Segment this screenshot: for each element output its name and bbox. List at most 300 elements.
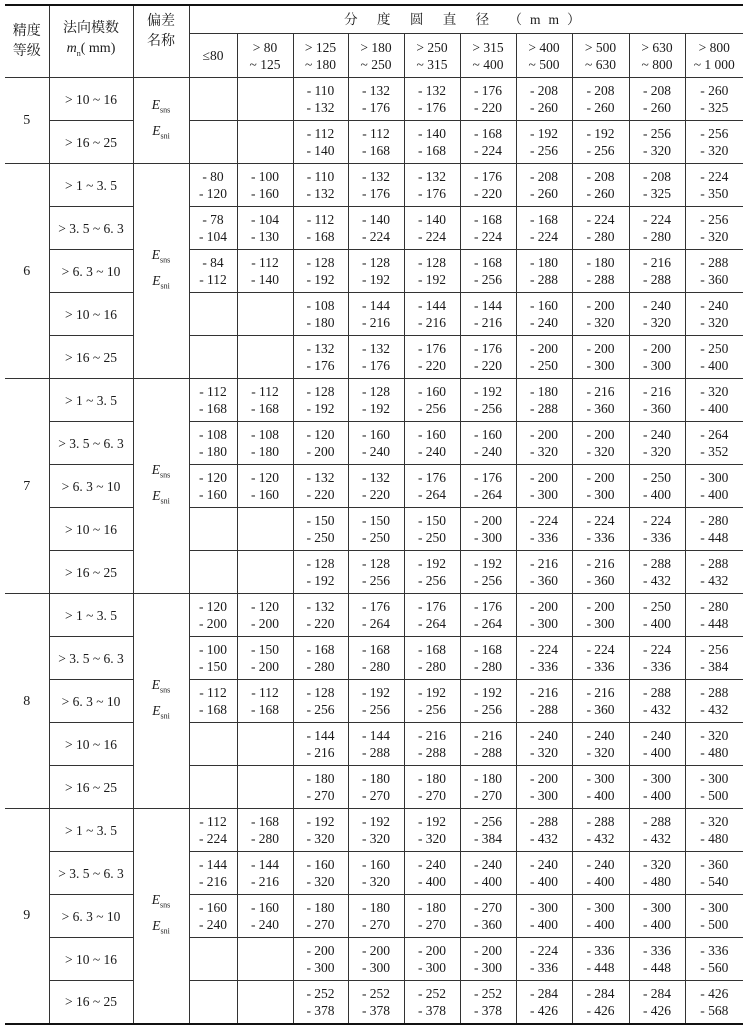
range-bound: ~ 125 xyxy=(249,56,281,72)
lower-deviation: - 168 xyxy=(250,702,280,717)
deviation-value-cell xyxy=(685,594,743,637)
upper-deviation: - 240 xyxy=(642,298,672,313)
deviation-value-cell xyxy=(516,465,572,508)
lower-deviation: - 300 xyxy=(473,960,503,975)
deviation-value-cell xyxy=(348,680,404,723)
deviation-value-cell xyxy=(685,379,743,422)
upper-deviation: - 168 xyxy=(473,642,503,657)
deviation-value-cell xyxy=(189,78,237,121)
deviation-value-cell xyxy=(237,766,293,809)
deviation-value-cell xyxy=(293,465,348,508)
upper-deviation: - 140 xyxy=(361,212,391,227)
grade-cell: 9 xyxy=(5,809,49,1024)
lower-deviation: - 256 xyxy=(306,702,335,717)
deviation-value-cell xyxy=(404,336,460,379)
upper-deviation: - 336 xyxy=(586,943,615,958)
upper-deviation: - 216 xyxy=(642,384,672,399)
lower-deviation: - 280 xyxy=(586,229,615,244)
upper-deviation: - 216 xyxy=(529,685,559,700)
deviation-value-cell xyxy=(237,852,293,895)
table-row xyxy=(5,164,743,207)
deviation-value-cell xyxy=(572,551,629,594)
lower-deviation: - 216 xyxy=(473,315,503,330)
upper-deviation: - 128 xyxy=(306,384,335,399)
deviation-sni xyxy=(134,486,189,512)
module-unit: ( mm) xyxy=(80,41,116,57)
upper-deviation: - 128 xyxy=(417,255,447,270)
lower-deviation: - 378 xyxy=(361,1002,391,1018)
deviation-value-cell xyxy=(348,895,404,938)
deviation-value-cell xyxy=(572,766,629,809)
deviation-value-cell xyxy=(293,594,348,637)
lower-deviation: - 270 xyxy=(306,788,335,803)
deviation-value-cell xyxy=(572,938,629,981)
diameter-range-5 xyxy=(460,34,516,78)
upper-deviation: - 240 xyxy=(642,728,672,743)
upper-deviation: - 200 xyxy=(529,341,559,356)
range-bound: > 315 xyxy=(472,39,504,55)
lower-deviation: - 220 xyxy=(361,487,391,502)
upper-deviation: - 168 xyxy=(473,255,503,270)
deviation-value-cell xyxy=(189,422,237,465)
upper-deviation: - 168 xyxy=(529,212,559,227)
lower-deviation: - 176 xyxy=(361,186,391,201)
deviation-value-cell xyxy=(685,637,743,680)
lower-deviation: - 426 xyxy=(529,1002,559,1018)
upper-deviation: - 192 xyxy=(473,384,503,399)
lower-deviation: - 224 xyxy=(361,229,391,244)
deviation-value-cell xyxy=(404,680,460,723)
deviation-value-cell xyxy=(293,508,348,551)
deviation-value-cell xyxy=(460,250,516,293)
deviation-value-cell xyxy=(685,895,743,938)
lower-deviation: - 216 xyxy=(198,874,228,889)
upper-deviation: - 280 xyxy=(700,599,729,614)
module-cell: > 1 ~ 3. 5 xyxy=(49,379,133,422)
lower-deviation: - 200 xyxy=(250,659,280,674)
lower-deviation: - 192 xyxy=(361,401,391,416)
deviation-value-cell xyxy=(404,895,460,938)
deviation-value-cell xyxy=(685,508,743,551)
upper-deviation: - 128 xyxy=(361,255,391,270)
deviation-sns xyxy=(134,890,189,916)
upper-deviation: - 80 xyxy=(202,169,224,184)
upper-deviation: - 100 xyxy=(198,642,228,657)
lower-deviation: - 300 xyxy=(529,487,559,502)
module-cell: > 6. 3 ~ 10 xyxy=(49,680,133,723)
upper-deviation: - 180 xyxy=(306,771,335,786)
lower-deviation: - 400 xyxy=(642,745,672,760)
upper-deviation: - 128 xyxy=(361,556,391,571)
lower-deviation: - 168 xyxy=(198,401,228,416)
deviation-value-cell xyxy=(629,981,685,1024)
lower-deviation: - 400 xyxy=(642,917,672,932)
lower-deviation: - 168 xyxy=(417,143,447,158)
lower-deviation: - 480 xyxy=(642,874,672,889)
deviation-value-cell xyxy=(189,723,237,766)
lower-deviation: - 432 xyxy=(700,702,729,717)
lower-deviation: - 280 xyxy=(642,229,672,244)
deviation-value-cell xyxy=(685,938,743,981)
module-cell: > 10 ~ 16 xyxy=(49,293,133,336)
lower-deviation: - 288 xyxy=(361,745,391,760)
grade-cell: 6 xyxy=(5,164,49,379)
deviation-value-cell xyxy=(189,551,237,594)
lower-deviation: - 260 xyxy=(529,186,559,201)
deviation-value-cell xyxy=(189,680,237,723)
upper-deviation: - 284 xyxy=(586,985,615,1001)
deviation-value-cell xyxy=(237,379,293,422)
deviation-value-cell xyxy=(685,78,743,121)
deviation-value-cell xyxy=(629,594,685,637)
deviation-value-cell xyxy=(293,293,348,336)
deviation-value-cell xyxy=(516,680,572,723)
deviation-value-cell xyxy=(404,207,460,250)
deviation-value-cell xyxy=(237,336,293,379)
upper-deviation: - 300 xyxy=(700,771,729,786)
deviation-value-cell xyxy=(237,723,293,766)
deviation-symbol: E xyxy=(151,892,160,908)
upper-deviation: - 200 xyxy=(529,427,559,442)
upper-deviation: - 200 xyxy=(586,298,615,313)
deviation-value-cell xyxy=(629,207,685,250)
upper-deviation: - 180 xyxy=(417,771,447,786)
deviation-value-cell xyxy=(685,680,743,723)
lower-deviation: - 130 xyxy=(250,229,280,244)
range-bound: > 800 xyxy=(698,39,730,55)
lower-deviation: - 300 xyxy=(473,530,503,545)
lower-deviation: - 288 xyxy=(586,272,615,287)
upper-deviation: - 120 xyxy=(306,427,335,442)
deviation-value-cell xyxy=(460,336,516,379)
deviation-value-cell xyxy=(404,422,460,465)
lower-deviation: - 432 xyxy=(642,573,672,588)
deviation-value-cell xyxy=(460,981,516,1024)
deviation-value-cell xyxy=(685,422,743,465)
deviation-value-cell xyxy=(516,809,572,852)
lower-deviation: - 220 xyxy=(306,487,335,502)
lower-deviation: - 216 xyxy=(250,874,280,889)
upper-deviation: - 300 xyxy=(586,771,615,786)
deviation-subscript: sns xyxy=(160,256,171,265)
upper-deviation: - 252 xyxy=(306,985,335,1001)
module-cell: > 10 ~ 16 xyxy=(49,78,133,121)
deviation-symbol: E xyxy=(152,917,161,933)
upper-deviation: - 176 xyxy=(473,470,503,485)
upper-deviation: - 252 xyxy=(361,985,391,1001)
deviation-sns xyxy=(134,675,189,701)
upper-deviation: - 192 xyxy=(586,126,615,141)
deviation-value-cell xyxy=(460,938,516,981)
deviation-value-cell xyxy=(460,207,516,250)
upper-deviation: - 200 xyxy=(529,771,559,786)
upper-deviation: - 216 xyxy=(529,556,559,571)
upper-deviation: - 180 xyxy=(473,771,503,786)
lower-deviation: - 256 xyxy=(417,573,447,588)
upper-deviation: - 110 xyxy=(306,169,335,184)
upper-deviation: - 168 xyxy=(473,126,503,141)
lower-deviation: - 176 xyxy=(361,100,391,115)
lower-deviation: - 192 xyxy=(306,573,335,588)
range-bound: ~ 400 xyxy=(472,56,504,72)
upper-deviation: - 300 xyxy=(529,900,559,915)
lower-deviation: - 320 xyxy=(586,444,615,459)
upper-deviation: - 224 xyxy=(529,642,559,657)
upper-deviation: - 120 xyxy=(198,470,228,485)
lower-deviation: - 200 xyxy=(306,444,335,459)
deviation-value-cell xyxy=(293,981,348,1024)
upper-deviation: - 128 xyxy=(306,685,335,700)
deviation-value-cell xyxy=(189,293,237,336)
deviation-value-cell xyxy=(460,766,516,809)
deviation-value-cell xyxy=(460,164,516,207)
deviation-value-cell xyxy=(293,723,348,766)
table-row xyxy=(5,121,743,164)
deviation-value-cell xyxy=(460,680,516,723)
upper-deviation: - 180 xyxy=(586,255,615,270)
deviation-sni xyxy=(134,701,189,727)
deviation-value-cell xyxy=(237,121,293,164)
deviation-value-cell xyxy=(348,852,404,895)
deviation-value-cell xyxy=(572,422,629,465)
lower-deviation: - 240 xyxy=(417,444,447,459)
diameter-range-2 xyxy=(293,34,348,78)
lower-deviation: - 400 xyxy=(586,874,615,889)
upper-deviation: - 176 xyxy=(473,599,503,614)
lower-deviation: - 300 xyxy=(586,616,615,631)
deviation-value-cell xyxy=(237,250,293,293)
upper-deviation: - 84 xyxy=(202,255,224,270)
upper-deviation: - 300 xyxy=(700,900,729,915)
deviation-value-cell xyxy=(348,551,404,594)
lower-deviation: - 400 xyxy=(642,788,672,803)
upper-deviation: - 144 xyxy=(306,728,335,743)
lower-deviation: - 320 xyxy=(700,143,729,158)
deviation-subscript: sns xyxy=(160,900,171,910)
lower-deviation: - 448 xyxy=(700,616,729,631)
upper-deviation: - 360 xyxy=(700,857,729,872)
lower-deviation: - 300 xyxy=(361,960,391,975)
deviation-value-cell xyxy=(293,379,348,422)
deviation-value-cell xyxy=(629,637,685,680)
deviation-value-cell xyxy=(404,594,460,637)
lower-deviation: - 168 xyxy=(250,401,280,416)
deviation-name-cell xyxy=(133,809,189,1024)
lower-deviation: - 426 xyxy=(642,1002,672,1018)
deviation-value-cell xyxy=(348,379,404,422)
table-row xyxy=(5,207,743,250)
deviation-value-cell xyxy=(404,379,460,422)
upper-deviation: - 200 xyxy=(529,599,559,614)
lower-deviation: - 240 xyxy=(250,917,280,932)
upper-deviation: - 224 xyxy=(642,212,672,227)
deviation-symbol: E xyxy=(151,462,160,478)
deviation-value-cell xyxy=(685,465,743,508)
lower-deviation: - 200 xyxy=(250,616,280,631)
deviation-value-cell xyxy=(629,164,685,207)
lower-deviation: - 176 xyxy=(361,358,391,373)
lower-deviation: - 264 xyxy=(417,487,447,502)
lower-deviation: - 250 xyxy=(529,358,559,373)
table-row xyxy=(5,809,743,852)
lower-deviation: - 400 xyxy=(642,487,672,502)
deviation-value-cell xyxy=(348,293,404,336)
lower-deviation: - 240 xyxy=(529,315,559,330)
lower-deviation: - 260 xyxy=(586,100,615,115)
lower-deviation: - 216 xyxy=(306,745,335,760)
upper-deviation: - 132 xyxy=(306,470,335,485)
module-header-symbol xyxy=(50,39,133,64)
deviation-value-cell xyxy=(460,121,516,164)
lower-deviation: - 400 xyxy=(586,917,615,932)
deviation-name-cell xyxy=(133,164,189,379)
lower-deviation: - 264 xyxy=(473,487,503,502)
deviation-value-cell xyxy=(629,766,685,809)
lower-deviation: - 448 xyxy=(642,960,672,975)
deviation-value-cell xyxy=(572,508,629,551)
upper-deviation: - 224 xyxy=(642,642,672,657)
deviation-value-cell xyxy=(572,895,629,938)
deviation-value-cell xyxy=(293,809,348,852)
deviation-subscript: sni xyxy=(160,131,170,141)
range-bound: ≤80 xyxy=(202,48,224,63)
upper-deviation: - 112 xyxy=(251,255,279,270)
deviation-value-cell xyxy=(237,594,293,637)
deviation-value-cell xyxy=(629,723,685,766)
upper-deviation: - 110 xyxy=(306,83,335,98)
lower-deviation: - 378 xyxy=(473,1002,503,1018)
lower-deviation: - 176 xyxy=(306,358,335,373)
upper-deviation: - 132 xyxy=(361,83,391,98)
upper-deviation: - 208 xyxy=(586,169,615,184)
upper-deviation: - 200 xyxy=(306,943,335,958)
upper-deviation: - 78 xyxy=(202,212,224,227)
upper-deviation: - 200 xyxy=(473,513,503,528)
deviation-value-cell xyxy=(572,250,629,293)
lower-deviation: - 256 xyxy=(361,573,391,588)
upper-deviation: - 216 xyxy=(586,384,615,399)
grade-header xyxy=(5,5,49,78)
upper-deviation: - 264 xyxy=(700,427,729,442)
table-row xyxy=(5,637,743,680)
upper-deviation: - 150 xyxy=(306,513,335,528)
upper-deviation: - 160 xyxy=(417,384,447,399)
deviation-value-cell xyxy=(460,465,516,508)
upper-deviation: - 240 xyxy=(586,728,615,743)
lower-deviation: - 288 xyxy=(529,401,559,416)
upper-deviation: - 168 xyxy=(473,212,503,227)
lower-deviation: - 192 xyxy=(306,401,335,416)
deviation-value-cell xyxy=(189,766,237,809)
lower-deviation: - 224 xyxy=(529,229,559,244)
lower-deviation: - 336 xyxy=(529,960,559,975)
lower-deviation: - 280 xyxy=(250,831,280,846)
deviation-value-cell xyxy=(293,121,348,164)
deviation-value-cell xyxy=(189,637,237,680)
upper-deviation: - 176 xyxy=(417,470,447,485)
lower-deviation: - 400 xyxy=(642,616,672,631)
table-row xyxy=(5,766,743,809)
lower-deviation: - 400 xyxy=(700,401,729,416)
upper-deviation: - 168 xyxy=(250,814,280,829)
deviation-value-cell xyxy=(404,121,460,164)
deviation-value-cell xyxy=(348,78,404,121)
deviation-value-cell xyxy=(516,895,572,938)
upper-deviation: - 132 xyxy=(417,83,447,98)
deviation-value-cell xyxy=(348,938,404,981)
upper-deviation: - 144 xyxy=(473,298,503,313)
deviation-value-cell xyxy=(516,121,572,164)
deviation-value-cell xyxy=(460,422,516,465)
deviation-name-cell xyxy=(133,594,189,809)
upper-deviation: - 200 xyxy=(417,943,447,958)
range-bound: ~ 180 xyxy=(305,56,336,72)
upper-deviation: - 320 xyxy=(642,857,672,872)
lower-deviation: - 168 xyxy=(306,229,335,244)
lower-deviation: - 320 xyxy=(417,831,447,846)
upper-deviation: - 300 xyxy=(642,900,672,915)
deviation-sni xyxy=(134,916,189,942)
deviation-value-cell xyxy=(629,78,685,121)
deviation-value-cell xyxy=(348,594,404,637)
upper-deviation: - 168 xyxy=(361,642,391,657)
upper-deviation: - 256 xyxy=(642,126,672,141)
upper-deviation: - 224 xyxy=(586,642,615,657)
deviation-value-cell xyxy=(629,938,685,981)
deviation-value-cell xyxy=(685,981,743,1024)
lower-deviation: - 400 xyxy=(586,788,615,803)
deviation-value-cell xyxy=(189,809,237,852)
deviation-value-cell xyxy=(685,207,743,250)
range-bound: > 400 xyxy=(528,39,560,55)
upper-deviation: - 192 xyxy=(529,126,559,141)
module-cell: > 16 ~ 25 xyxy=(49,551,133,594)
deviation-value-cell xyxy=(293,250,348,293)
deviation-value-cell xyxy=(629,250,685,293)
module-symbol: m xyxy=(66,41,77,57)
deviation-value-cell xyxy=(237,207,293,250)
diameter-range-9 xyxy=(685,34,743,78)
module-cell: > 1 ~ 3. 5 xyxy=(49,594,133,637)
deviation-value-cell xyxy=(516,250,572,293)
lower-deviation: - 432 xyxy=(642,702,672,717)
upper-deviation: - 284 xyxy=(642,985,672,1001)
lower-deviation: - 256 xyxy=(473,573,503,588)
upper-deviation: - 216 xyxy=(586,556,615,571)
upper-deviation: - 200 xyxy=(361,943,391,958)
upper-deviation: - 112 xyxy=(199,384,227,399)
upper-deviation: - 160 xyxy=(250,900,280,915)
lower-deviation: - 270 xyxy=(417,917,447,932)
deviation-symbol: E xyxy=(152,122,161,138)
module-cell: > 16 ~ 25 xyxy=(49,766,133,809)
deviation-value-cell xyxy=(572,207,629,250)
lower-deviation: - 168 xyxy=(361,143,391,158)
upper-deviation: - 112 xyxy=(306,126,335,141)
lower-deviation: - 250 xyxy=(417,530,447,545)
lower-deviation: - 200 xyxy=(198,616,228,631)
upper-deviation: - 128 xyxy=(306,255,335,270)
upper-deviation: - 240 xyxy=(586,857,615,872)
lower-deviation: - 320 xyxy=(700,229,729,244)
deviation-value-cell xyxy=(516,78,572,121)
deviation-header xyxy=(133,5,189,78)
deviation-value-cell xyxy=(189,852,237,895)
upper-deviation: - 256 xyxy=(700,642,729,657)
lower-deviation: - 224 xyxy=(473,229,503,244)
upper-deviation: - 128 xyxy=(306,556,335,571)
upper-deviation: - 180 xyxy=(529,384,559,399)
